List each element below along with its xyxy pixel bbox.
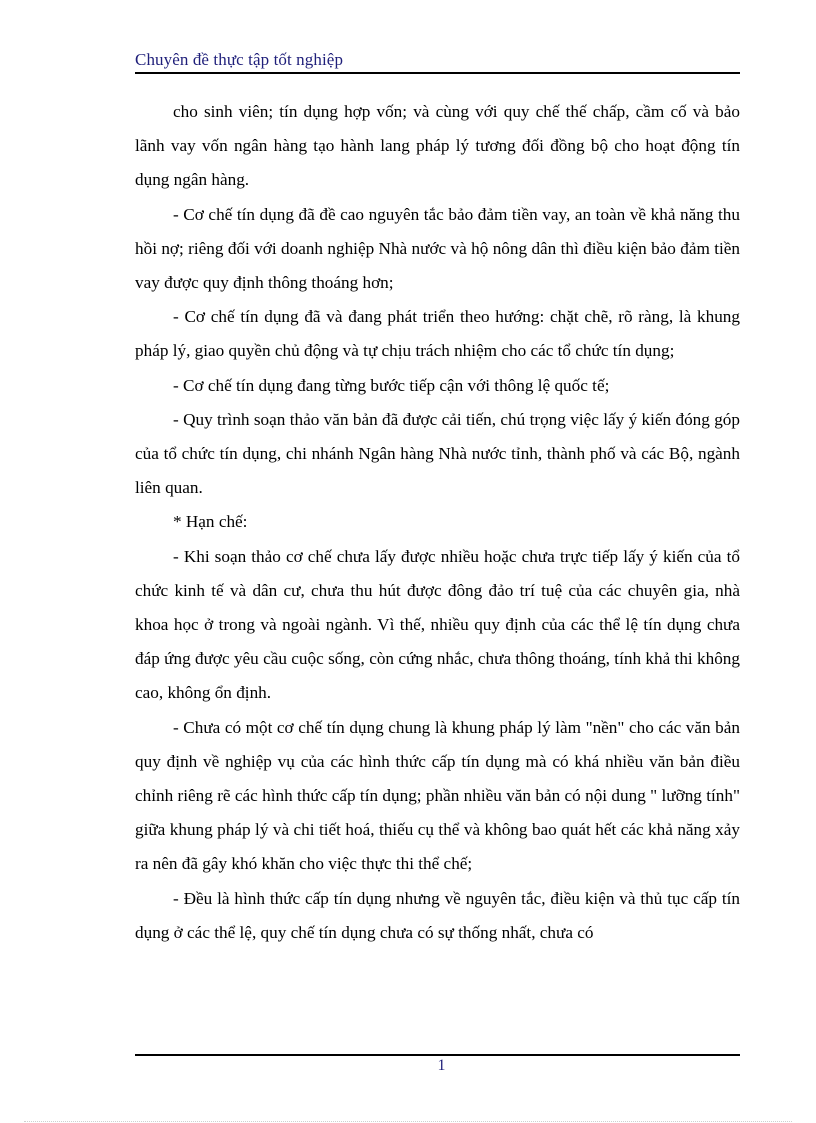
paragraph-5: - Quy trình soạn thảo văn bản đã được cải tiến, chú trọng việc lấy ý kiến đóng góp của tổ chức tín dụng, chi nhánh Ngân hàng Nhà nước tỉnh, thành phố và các Bộ, ngành liên quan. (135, 409, 740, 498)
page-header (135, 48, 740, 74)
paragraph-8: - Chưa có một cơ chế tín dụng chung là khung pháp lý làm "nền" cho các văn bản quy định về nghiệp vụ của các hình thức cấp tín dụng mà có khá nhiều văn bản điều chỉnh riêng rẽ các hình thức cấp tín dụng; phần nhiều văn bản có nội dung " lưỡng tính" giữa khung pháp lý và chi tiết hoá, thiếu cụ thể và không bao quát hết các khả năng xảy ra nên đã gây khó khăn cho việc thực thi thể chế; (135, 717, 740, 874)
document-body (135, 95, 740, 950)
footer-rule (135, 1054, 740, 1056)
section-heading-han-che: * Hạn chế: (173, 512, 248, 532)
paragraph-9: - Đều là hình thức cấp tín dụng nhưng về nguyên tắc, điều kiện và thủ tục cấp tín dụng ở các thể lệ, quy chế tín dụng chưa có sự thống nhất, chưa có (135, 888, 740, 942)
header-title: Chuyên đề thực tập tốt nghiệp (135, 50, 344, 69)
paragraph-4: - Cơ chế tín dụng đang từng bước tiếp cận với thông lệ quốc tế; (173, 375, 610, 395)
paragraph-7: - Khi soạn thảo cơ chế chưa lấy được nhiều hoặc chưa trực tiếp lấy ý kiến của tổ chức kinh tế và dân cư, chưa thu hút được đông đảo trí tuệ của các chuyên gia, nhà khoa học ở trong và ngoài ngành. Vì thế, nhiều quy định của các thể lệ tín dụng chưa đáp ứng được yêu cầu cuộc sống, còn cứng nhắc, chưa thông thoáng, tính khả thi không cao, không ổn định. (135, 546, 740, 703)
page-bottom-edge (24, 1121, 792, 1122)
paragraph-3: - Cơ chế tín dụng đã và đang phát triển theo hướng: chặt chẽ, rõ ràng, là khung pháp lý, giao quyền chủ động và tự chịu trách nhiệm cho các tổ chức tín dụng; (135, 307, 740, 361)
page-number: 1 (437, 1057, 446, 1074)
paragraph-2: - Cơ chế tín dụng đã đề cao nguyên tắc bảo đảm tiền vay, an toàn về khả năng thu hồi nợ; riêng đối với doanh nghiệp Nhà nước và hộ nông dân thì điều kiện bảo đảm tiền vay được quy định thông thoáng hơn; (135, 204, 740, 293)
paragraph-1: cho sinh viên; tín dụng hợp vốn; và cùng với quy chế thế chấp, cầm cố và bảo lãnh vay vốn ngân hàng tạo hành lang pháp lý tương đối đồng bộ cho hoạt động tín dụng ngân hàng. (135, 102, 740, 190)
